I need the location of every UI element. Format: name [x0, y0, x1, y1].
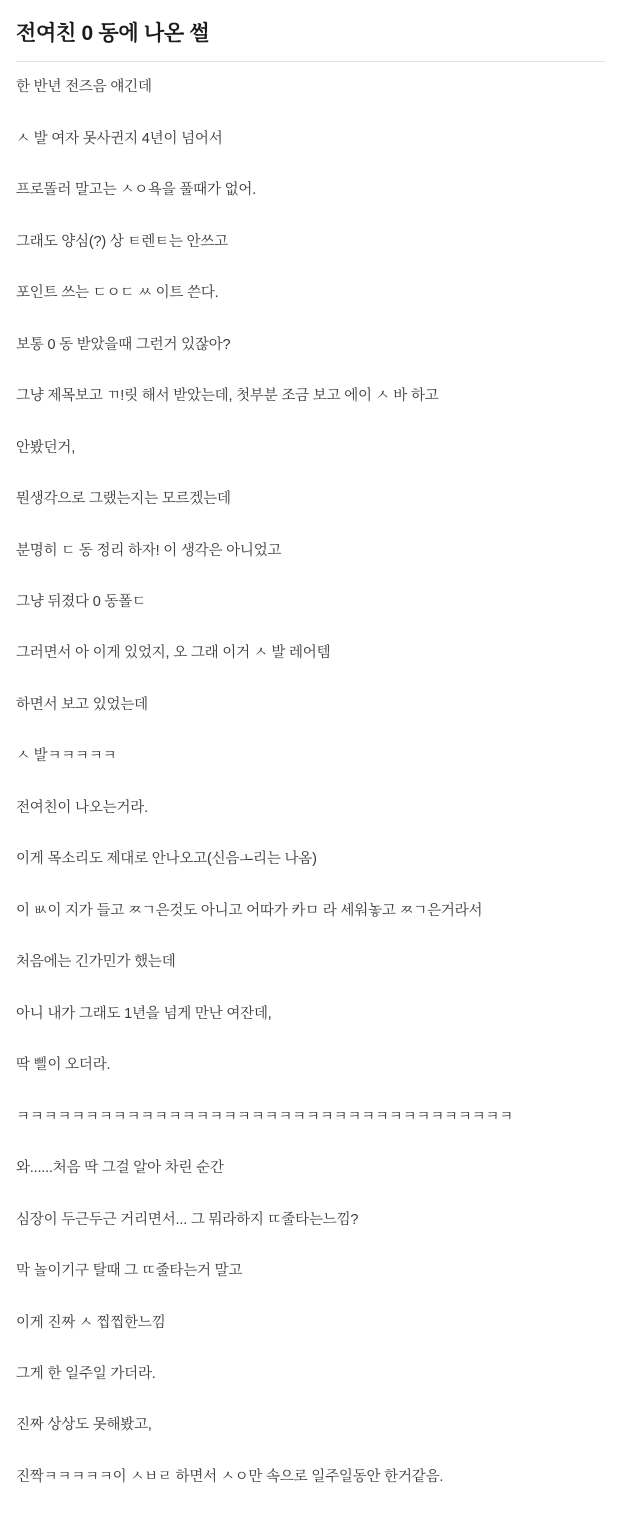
- post-paragraph: 그게 한 일주일 가더라.: [16, 1366, 156, 1383]
- title-divider: [16, 61, 605, 62]
- post-body: [16, 76, 605, 1488]
- post-paragraph: 보통 0 동 받았을때 그런거 있잖아?: [16, 336, 231, 353]
- post-paragraph: 프로똘러 말고는 ㅅㅇ욕을 풀때가 없어.: [16, 182, 257, 199]
- post-paragraph: 와......처음 딱 그걸 알아 차린 순간: [16, 1160, 224, 1177]
- post-paragraph: 이게 진짜 ㅅ 찝찝한느낌: [16, 1314, 166, 1331]
- page-title: 전여친 0 동에 나온 썰: [16, 22, 210, 45]
- post-paragraph: 진짜 상상도 못해봤고,: [16, 1417, 152, 1434]
- post-paragraph: 그러면서 아 이게 있었지, 오 그래 이거 ㅅ 발 레어템: [16, 645, 331, 662]
- post-paragraph: 포인트 쓰는 ㄷㅇㄷ ㅆ 이트 쓴다.: [16, 285, 219, 302]
- post-paragraph: 아니 내가 그래도 1년을 넘게 만난 여잔데,: [16, 1005, 272, 1022]
- post-paragraph: ㅅ 발 여자 못사귄지 4년이 넘어서: [16, 130, 223, 147]
- post-paragraph: 뭔생각으로 그랬는지는 모르겠는데: [16, 491, 231, 508]
- post-paragraph: 처음에는 긴가민가 했는데: [16, 954, 176, 971]
- post-paragraph: 막 놀이기구 탈때 그 ㄸ줄타는거 말고: [16, 1263, 243, 1280]
- post-paragraph: 안봤던거,: [16, 439, 76, 456]
- post-paragraph: 이 ㅄ이 지가 들고 ㅉㄱ은것도 아니고 어따가 카ㅁ 라 세워놓고 ㅉㄱ은거라서: [16, 902, 483, 919]
- post-paragraph: ㅋㅋㅋㅋㅋㅋㅋㅋㅋㅋㅋㅋㅋㅋㅋㅋㅋㅋㅋㅋㅋㅋㅋㅋㅋㅋㅋㅋㅋㅋㅋㅋㅋㅋㅋㅋ: [16, 1108, 514, 1125]
- post-paragraph: 그냥 뒤졌다 0 동폴ㄷ: [16, 593, 146, 610]
- post-paragraph: 한 반년 전즈음 얘긴데: [16, 79, 152, 96]
- post-paragraph: 그냥 제목보고 ㄲ!릿 해서 받았는데, 첫부분 조금 보고 에이 ㅅ 바 하고: [16, 388, 439, 405]
- post-paragraph: 하면서 보고 있었는데: [16, 696, 148, 713]
- post-paragraph: 이게 목소리도 제대로 안나오고(신음ㅗ리는 나옴): [16, 851, 317, 868]
- post-paragraph: 전여친이 나오는거라.: [16, 799, 148, 816]
- post-paragraph: 진짝ㅋㅋㅋㅋㅋ이 ㅅㅂㄹ 하면서 ㅅㅇ만 속으로 일주일동안 한거같음.: [16, 1468, 444, 1485]
- post-paragraph: 그래도 양심(?) 상 ㅌ렌ㅌ는 안쓰고: [16, 233, 228, 250]
- post-paragraph: 분명히 ㄷ 동 정리 하자! 이 생각은 아니었고: [16, 542, 282, 559]
- post-paragraph: ㅅ 발ㅋㅋㅋㅋㅋ: [16, 748, 117, 765]
- post-paragraph: 심장이 두근두근 거리면서... 그 뭐라하지 ㄸ줄타는느낌?: [16, 1211, 359, 1228]
- post-paragraph: 딱 삘이 오더라.: [16, 1057, 111, 1074]
